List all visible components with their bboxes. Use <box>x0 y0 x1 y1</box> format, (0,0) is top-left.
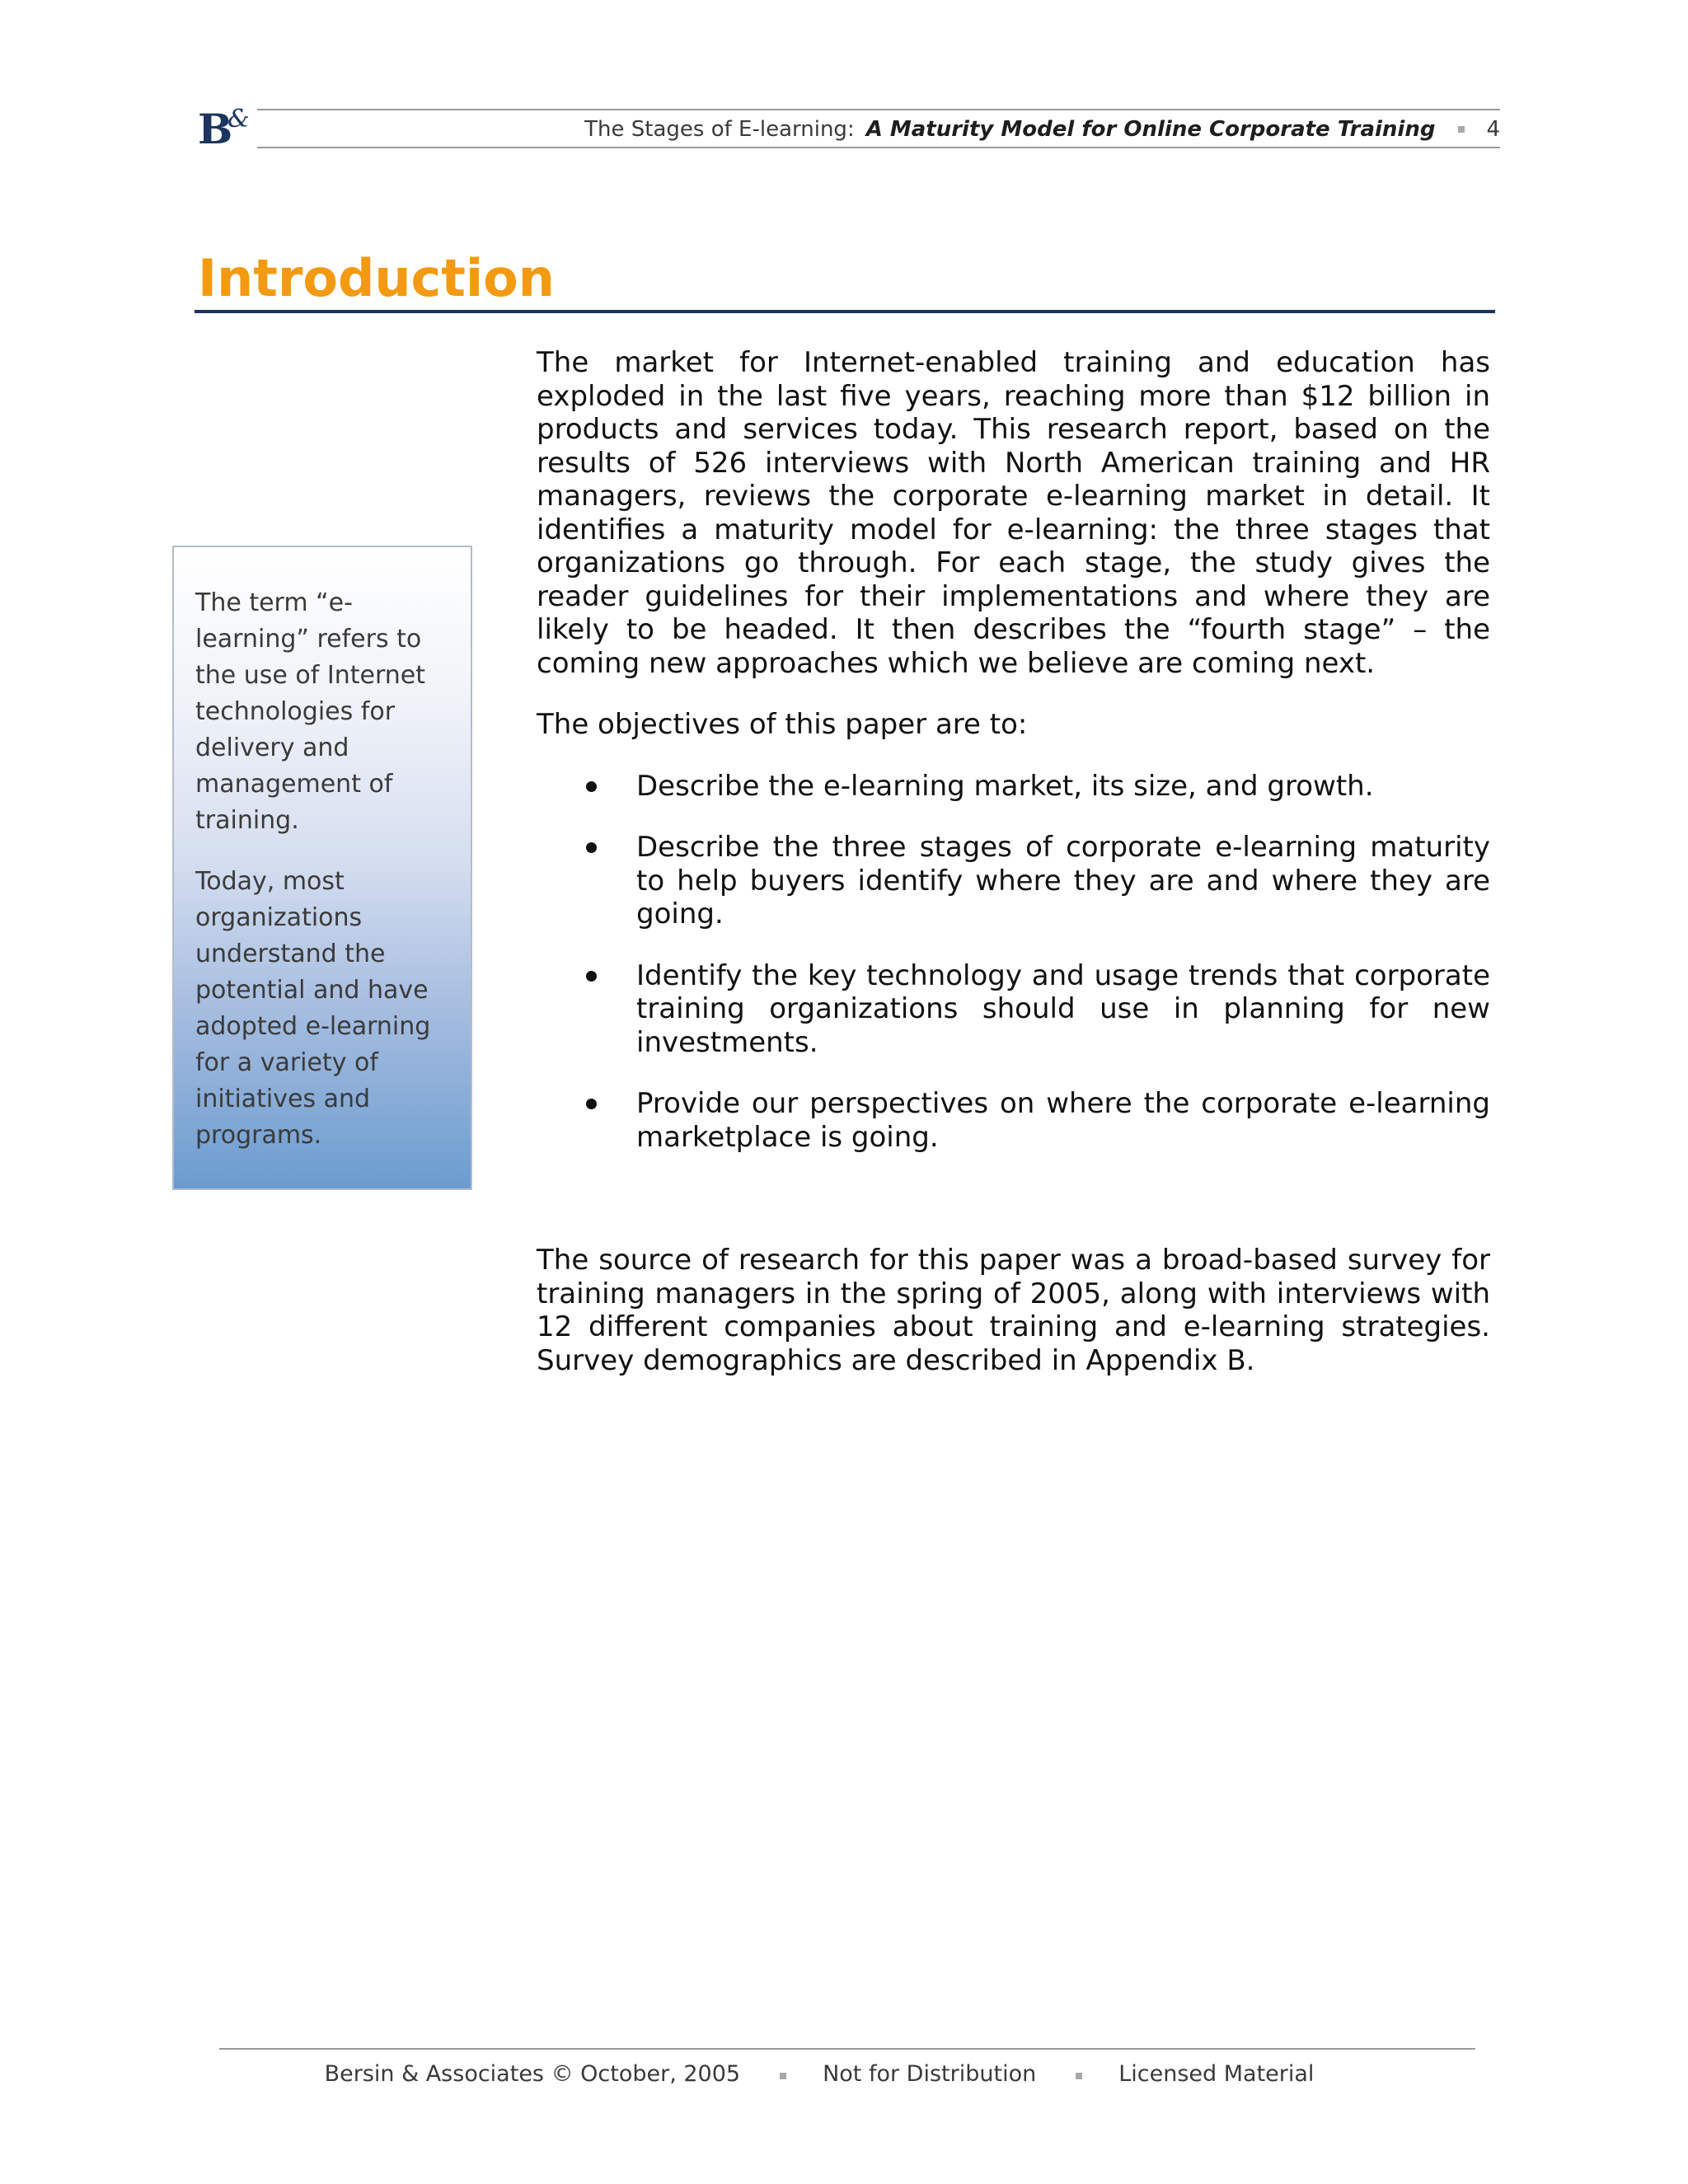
list-item: Describe the three stages of corporate e-learning maturity to help buyers identify where they are and where they are going. <box>537 831 1490 931</box>
section-title: Introduction <box>198 248 555 308</box>
header-doc-title: The Stages of E-learning: <box>584 117 855 142</box>
title-underline <box>195 310 1495 313</box>
objectives-lead: The objectives of this paper are to: <box>537 708 1028 741</box>
source-paragraph: The source of research for this paper was a broad-based survey for training managers in the spring of 2005, along with interviews with 12 different companies about training and e-learning strategies. Survey demographics are described in Appendix B. <box>537 1244 1490 1377</box>
header-top-rule <box>257 109 1500 110</box>
footer-separator <box>780 2073 786 2079</box>
bullet-icon <box>586 971 597 982</box>
footer-license: Licensed Material <box>1118 2060 1315 2087</box>
svg-text:B: B <box>198 105 233 152</box>
bullet-icon <box>586 781 597 792</box>
footer-copyright: Bersin & Associates © October, 2005 <box>324 2060 741 2087</box>
list-item: Describe the e-learning market, its size, and growth. <box>537 770 1490 804</box>
callout-paragraph: Today, most organizations understand the potential and have adopted e-learning for a variety of initiatives and programs. <box>195 867 431 1150</box>
footer-distribution: Not for Distribution <box>823 2060 1037 2087</box>
bullet-icon <box>586 1099 597 1109</box>
body-column <box>537 346 1490 1377</box>
objectives-list <box>537 770 1490 1155</box>
header-separator <box>1458 126 1465 133</box>
page-number: 4 <box>1486 117 1500 142</box>
page-footer <box>0 2057 1688 2090</box>
list-item: Identify the key technology and usage trends that corporate training organizations should use in planning for new investments. <box>537 959 1490 1060</box>
header-bottom-rule <box>257 147 1500 148</box>
bersin-logo <box>196 105 259 152</box>
list-item: Provide our perspectives on where the corporate e-learning marketplace is going. <box>537 1087 1490 1154</box>
sidebar-callout <box>172 546 472 1190</box>
intro-paragraph: The market for Internet-enabled training and education has exploded in the last five years, reaching more than $12 billion in products and services today. This research report, based on the results of 526 interviews with North American training and HR managers, reviews the corporate e-learning market in detail. It identifies a maturity model for e-learning: the three stages that organizations go through. For each stage, the study gives the reader guidelines for their implementations and where they are likely to be headed. It then describes the “fourth stage” – the coming new approaches which we believe are coming next. <box>537 346 1490 680</box>
header-doc-subtitle: A Maturity Model for Online Corporate Training <box>865 117 1436 142</box>
svg-text:&: & <box>227 105 250 134</box>
callout-paragraph: The term “e-learning” refers to the use of Internet technologies for delivery and management of training. <box>195 588 425 835</box>
running-header <box>584 115 1500 143</box>
bullet-icon <box>586 842 597 853</box>
footer-rule <box>219 2048 1475 2050</box>
footer-separator <box>1076 2073 1082 2079</box>
